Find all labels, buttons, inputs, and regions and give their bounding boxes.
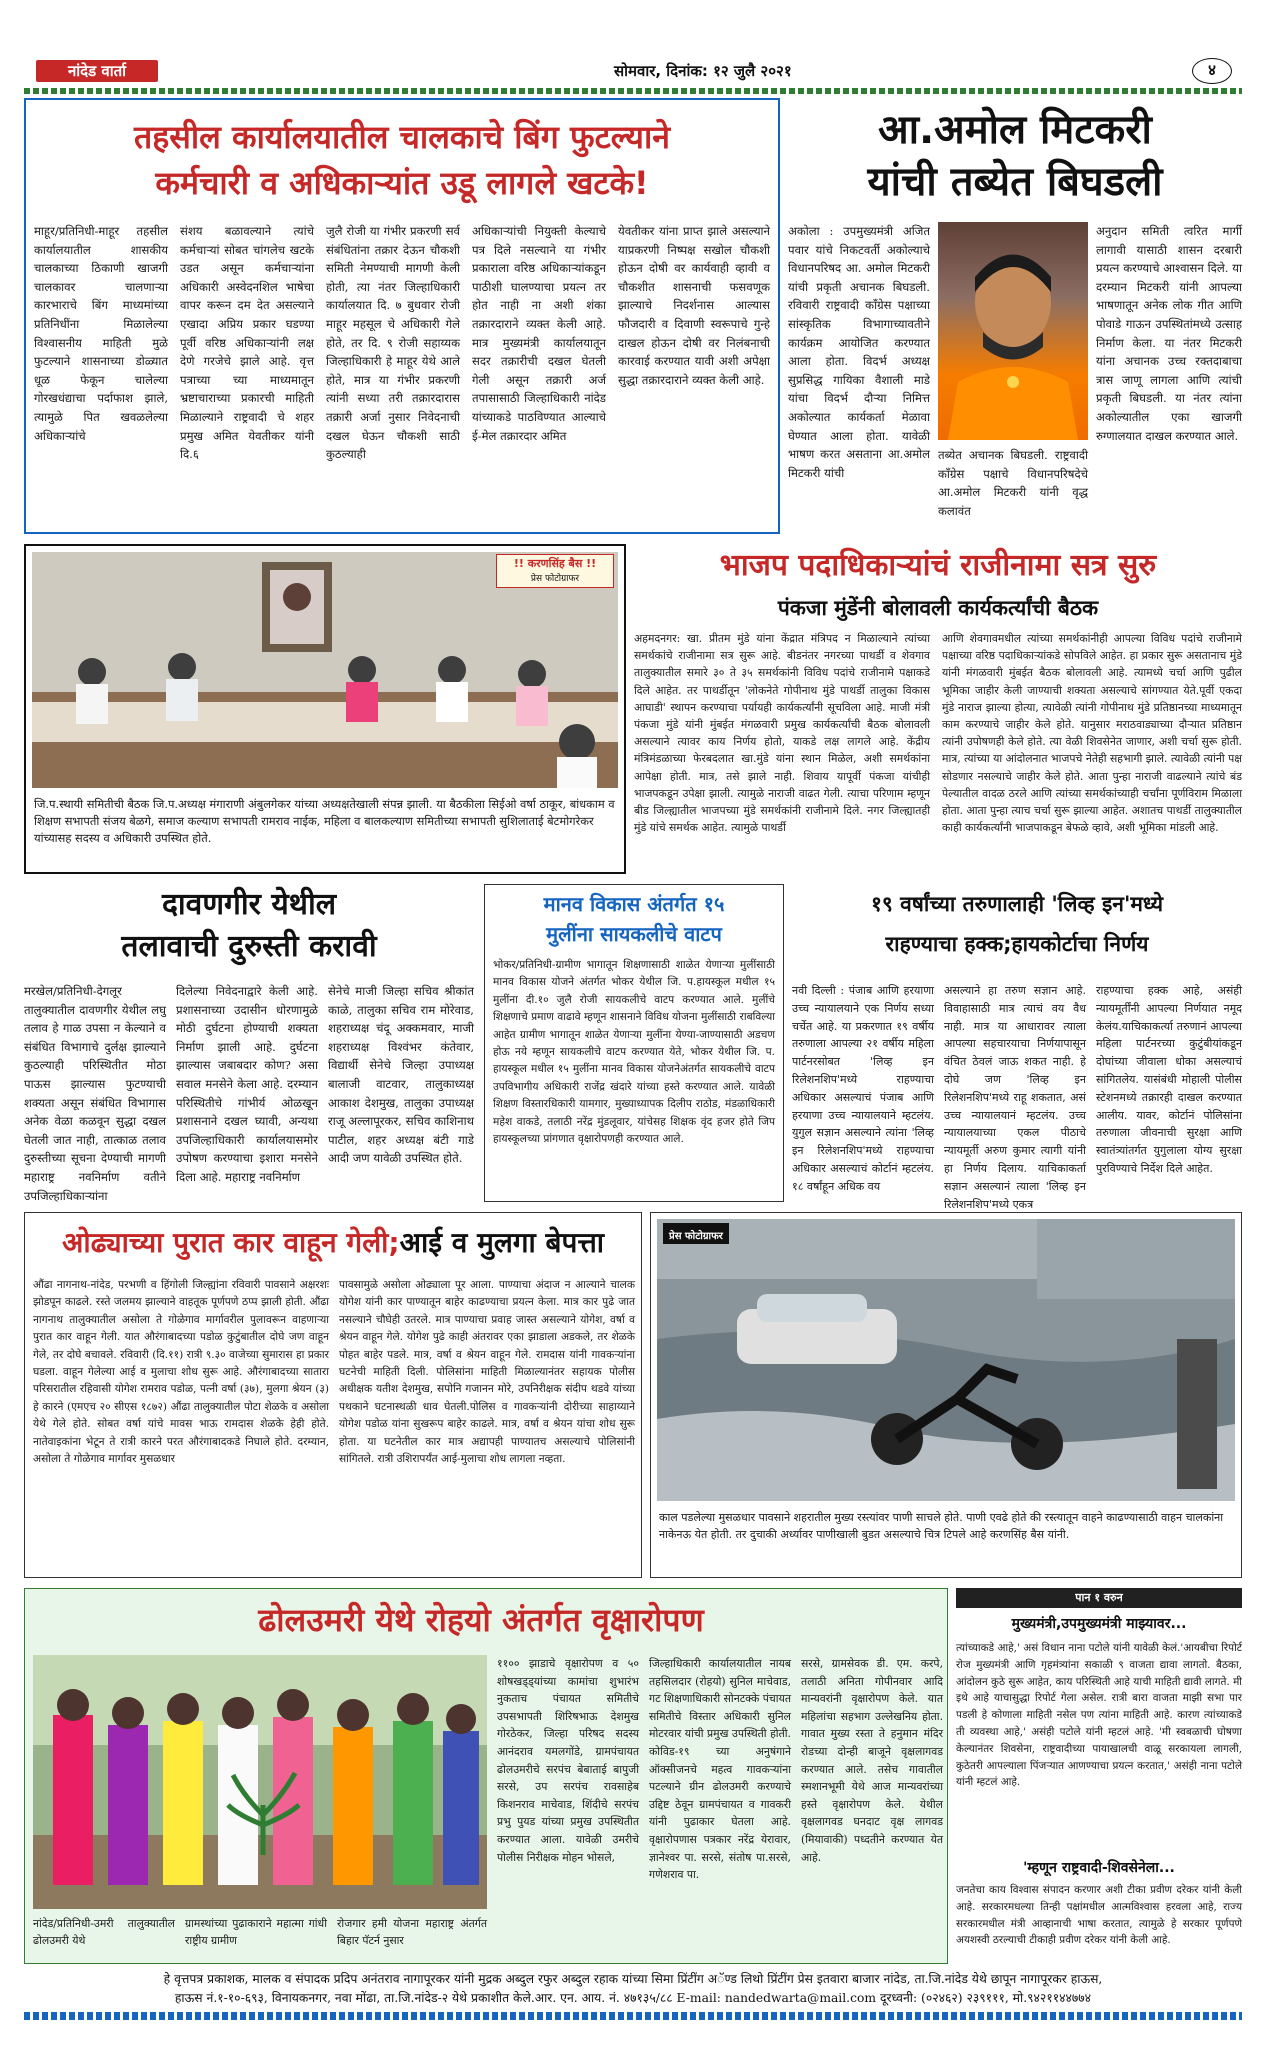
- story-tahsil: [24, 98, 780, 534]
- story-cm-body-2: जनतेचा काय विश्वास संपादन करणार अशी टीका प्रवीण दरेकर यांनी केली आहे. सरकारमधल्या तिन्ही पक्षांमधील आत्मविश्वास हरवला आहे, राज्य सरकारमधील मंत्री आव्हानाची भाषा करतात, त्यामुळे हे सरकार पूर्णपणे अयशस्वी ठरल्याची टीकाही प्रवीण दरेकर यांनी केली आहे.: [956, 1884, 1242, 1947]
- story-dholumri-col-1c: रोजगार हमी योजना महाराष्ट्र अंतर्गत बिहार पॅटर्न नुसार: [337, 1917, 487, 1947]
- story-cm-body: त्यांच्याकडे आहे,' असं विधान नाना पटोले यांनी यावेळी केलं.'आयबीचा रिपोर्ट रोज मुख्यमंत्री आणि गृहमंत्र्यांना सकाळी ९ वाजता द्यावा लागतो. बैठका, आंदोलन कुठे सुरू आहेत, काय परिस्थिती आहे याची माहिती द्यावी लागते. मी इथे आहे याचासुद्धा रिपोर्ट गेला असेल. रात्री बारा वाजता माझी सभा पार पडली हे कोणाला माहिती नसेल पण त्यांना माहिती आहे. कारण त्यांच्याकडे ती व्यवस्था आहे,' असंही पटोले यांनी म्हटलं आहे. 'मी स्वबळाची घोषणा केल्यानंतर शिवसेना, राष्ट्रवादीच्या पायाखालची वाळू सरकायला लागली, कुठेतरी आपल्याला पिंजऱ्यात आणण्याचा प्रयत्न करतात,' असंही नाना पटोले यांनी म्हटलं आहे.: [956, 1642, 1242, 1789]
- headline-line: कर्मचारी व अधिकाऱ्यांत उडू लागले खटके!: [155, 164, 649, 202]
- story-davangir-col-2: दिलेल्या निवेदनाद्वारे केली आहे. प्रशासनाच्या उदासीन धोरणामुळे मोठी दुर्घटना होण्याची शक्यता निर्माण झाली आहे. दुर्घटना झाल्यास जबाबदार कोण? असा सवाल मनसेने केला आहे. दरम्यान परिस्थितीचे गांभीर्य ओळखून प्रशासनाने दखल घ्यावी, अन्यथा उपजिल्हाधिकारी कार्यालयासमोर उपोषण करण्याचा इशारा मनसेने दिला आहे. महाराष्ट्र नवनिर्माण: [176, 984, 318, 1184]
- headline-line: राहण्याचा हक्क;हायकोर्टाचा निर्णय: [885, 932, 1149, 956]
- plantation-illustration: [33, 1655, 487, 1909]
- story-flood-headline: [31, 1219, 635, 1267]
- story-dholumri-col-1b: ग्रामस्थांच्या पुढाकाराने महात्मा गांधी राष्ट्रीय ग्रामीण: [185, 1917, 327, 1947]
- story-dholumri-col-1: नांदेड/प्रतिनिधी-उमरी तालुक्यातील ढोलउमरी येथे: [33, 1917, 175, 1947]
- flood-photo-caption: काल पडलेल्या मुसळधार पावसाने शहरातील मुख्य रस्त्यांवर पाणी साचले होते. पाणी एवढे होते की रस्त्यातून वाहने काढण्यासाठी वाहन चालकांना नाकेनऊ येत होती. तर दुचाकी अर्ध्यावर पाणीखाली बुडत असल्याचे चित्र टिपले आहे करणसिंह बैस यांनी.: [659, 1511, 1224, 1541]
- story-live-in-col-2: असल्याने हा तरुण सज्ञान आहे. विवाहासाठी मात्र त्याचं वय वैध नाही. मात्र या आधारावर त्याला आपल्या सहचारयाचा निर्णयापासून वंचित ठेवलं जाऊ शकत नाही. हे दोघे जण 'लिव्ह इन रिलेशनशिप'मध्ये राहू शकतात, असं उच्च न्यायालयानं म्हटलंय. उच्च न्यायालयाच्या एकल पीठाचे न्यायमूर्ती अरुण कुमार त्यागी यांनी हा निर्णय दिलाय. याचिकाकर्ता सज्ञान असल्यानं त्याला 'लिव्ह इन रिलेशनशिप'मध्ये एकत्र: [944, 984, 1086, 1211]
- footer-rule: [24, 2012, 1242, 2020]
- photo-credit-badge: [663, 1223, 729, 1244]
- continued-tag: पान १ वरुन: [956, 1588, 1242, 1608]
- mitkari-portrait-photo: [938, 222, 1088, 440]
- story-dholumri-col-2: ११०० झाडाचे वृक्षारोपण व ५० शोषखड्ड्यांच्या कामांचा शुभारंभ नुकताच पंचायत समितीचे उपसभापती शिरिषभाऊ देशमुख गोरठेकर, जिल्हा परिषद सदस्य आनंदराव यमलगोंडे, ग्रामपंचायत ढोलउमरीचे सरपंच बेबाताई बापुजी सरसे, उप सरपंच रावसाहेब किशनराव माचेवाड, शिंदीचे सरपंच प्रभु पुयड यांच्या प्रमुख उपस्थितीत करण्यात आला. यावेळी उमरीचे पोलीस निरीक्षक मोहन भोसले,: [497, 1657, 639, 1864]
- masthead-rule: [24, 88, 1242, 94]
- story-tahsil-col-5: येवतीकर यांना प्राप्त झाले असल्याने याप्रकरणी निष्पक्ष सखोल चौकशी होऊन दोषी वर कार्यवाही व्हावी व चौकशीत शासनाची फसवणूक झाल्याचे निदर्शनास आल्यास फौजदारी व दिवाणी स्वरूपाचे गुन्हे दाखल होऊन दोषी वर निलंबनाची कारवाई करण्यात यावी अशी अपेक्षा सुद्धा तक्रारदाराने व्यक्त केली आहे.: [618, 224, 770, 387]
- headline-line: मुलींना सायकलीचे वाटप: [546, 922, 722, 946]
- portrait-illustration: [938, 222, 1088, 440]
- photographer-stamp: [496, 554, 614, 588]
- story-bjp-subheadline: पंकजा मुंडेंनी बोलावली कार्यकर्त्यांची बैठक: [777, 596, 1099, 620]
- story-davangir-headline: [24, 884, 474, 968]
- story-davangir-col-3: सेनेचे माजी जिल्हा सचिव श्रीकांत काळे, तालुका सचिव राम मोरेवाड, शहराध्यक्ष चंदू अक्कमवार, माजी शहराध्यक्ष विश्वंभर कंतेवार, विद्यार्थी सेनेचे जिल्हा उपाध्यक्ष बालाजी वाटवार, तालुकाध्यक्ष आकाश देशमुख, तालुका उपाध्यक्ष राजू अल्लापूरकर, सचिव काशिनाथ पाटील, शहर अध्यक्ष बंटी गाडे आदी जण यावेळी उपस्थित होते.: [328, 984, 474, 1166]
- headline-part: आई व मुलगा बेपत्ता: [399, 1226, 605, 1259]
- story-dholumri-col-3: जिल्हाधिकारी कार्यालयातील नायब तहसिलदार (रोहयो) सुनिल माचेवाड, गट शिक्षणाधिकारी सोनटक्के पंचायत समितीचे विस्तार अधिकारी सुनिल मोटरवार यांची प्रमुख उपस्थिती होती. कोविड-१९ च्या अनुषंगाने ऑक्सीजनचे महत्व गावकऱ्यांना पटल्याने ग्रीन ढोलउमरी करण्याचे उद्दिष्ट ठेवून ग्रामपंचायत व गावकरी यांनी पुढाकार घेतला आहे. वृक्षारोपणास पत्रकार नरेंद्र येरावार, ज्ञानेश्वर पा. सरसे, संतोष पा.सरसे, गणेशराव पा.: [649, 1657, 791, 1882]
- page-number: ४: [1192, 58, 1232, 84]
- story-mitkari-headline: [788, 104, 1242, 208]
- story-mitkari-col-3: अनुदान समिती त्वरित मार्गी लागावी यासाठी शासन दरबारी प्रयत्न करण्याचे आश्वासन दिले. या दरम्यान मिटकरी यांनी आपल्या भाषणातून अनेक लोक गीत आणि पोवाडे गाऊन उपस्थितांमध्ये उत्साह निर्माण केला. या नंतर मिटकरी यांना अचानक उच्च रक्तदाबाचा त्रास जाणू लागला आणि त्यांची प्रकृती बिघडली. या नंतर त्यांना अकोल्यातील एका खाजगी रुग्णालयात दाखल करण्यात आले.: [1096, 224, 1242, 443]
- story-mitkari: [788, 98, 1242, 534]
- headline-line: आ.अमोल मिटकरी: [878, 107, 1152, 153]
- story-mitkari-col-1: अकोला : उपमुख्यमंत्री अजित पवार यांचे निकटवर्ती अकोल्याचे विधानपरिषद आ. अमोल मिटकरी यांची प्रकृती अचानक बिघडली. रविवारी राष्ट्रवादी कॉंग्रेस पक्षाच्या सांस्कृतिक विभागाच्यावतीने कार्यक्रम आयोजित करण्यात आला होता. विदर्भ अध्यक्ष सुप्रसिद्ध गायिका वैशाली माडे यांचा विदर्भ दौऱ्या निमित्त अकोल्यात कार्यकर्ता मेळावा घेण्यात आला होता. यावेळी भाषण करत असताना आ.अमोल मिटकरी यांची: [788, 224, 930, 480]
- headline-line: तहसील कार्यालयातील चालकाचे बिंग फुटल्याने: [134, 118, 670, 156]
- story-bjp-col-2: आणि शेवगावमधील त्यांच्या समर्थकांनीही आपल्या विविध पदांचे राजीनामे पक्षाच्या वरिष्ठ पदाधिकाऱ्यांकडे सोपविले आहेत. हा प्रकार सुरू असतानाच मुंडे यांनी मंगळवारी मुंबईत बैठक बोलावली आहे. त्यामध्ये चर्चा आणि पुढील भूमिका जाहीर केली जाण्याची शक्यता असल्याचे सांगण्यात येते.पूर्वी एकदा मुंडे नाराज झाल्या होत्या, त्यावेळी त्यांनी गोपीनाथ मुंडे प्रतिष्ठानच्या माध्यमातून काम करण्याचे जाहीर केले होते. यानुसार मराठवाड्याच्या दौऱ्यात प्रतिष्ठान त्यांनी उपोषणही केले होते. त्या वेळी शिवसेनेत जाणार, अशी चर्चा सुरू होती. मात्र, त्यांच्या या आंदोलनात भाजपचे नेतेही सहभागी झाले. त्यावेळी त्यांनी पक्ष सोडणार नसल्याचे जाहीर केले होते. आता पुन्हा नाराजी वाढल्याने त्यांचे बंड पेल्यातील वादळ ठरले आणि त्यांच्या समर्थकांच्याही चर्चांना पूर्णविराम मिळाला होता. आता पुन्हा त्याच चर्चा सुरू झाल्या आहेत. अशातच पाथर्डी तालुक्यातील काही कार्यकर्त्यांनी भाजपाकडून बेफळे व्हावे, अशी भूमिका मांडली आहे.: [942, 632, 1242, 835]
- story-live-in-col-3: राहण्याचा हक्क आहे, असंही न्यायमूर्तींनी आपल्या निर्णयात नमूद केलंय.याचिकाकर्त्या तरुणानं आपल्या महिला पार्टनरच्या कुटुंबीयांकडून दोघांच्या जीवाला धोका असल्याचं सांगितलेय. यासंबंधी मोहाली पोलीस स्टेशनमध्ये तक्रारही दाखल करण्यात आलीय. यावर, कोर्टानं पोलिसांना तरुणाला जीवनाची सुरक्षा आणि स्वातंत्र्यांतर्गत युगुलाला योग्य सुरक्षा पुरविण्याचे निर्देश दिले आहेत.: [1096, 984, 1242, 1175]
- imprint-line: हाऊस नं.१-१०-६९३, विनायकनगर, नवा मोंढा, ता.जि.नांदेड-२ येथे प्रकाशीत केले.आर. एन. आय. नं. ४७१३५/८८ E-mail: nandedwarta@mail.com दूरध्वनी: (०२४६२) २३९१११, मो.९४२११४४७७४: [174, 1990, 1092, 2005]
- story-flood-photo: [650, 1212, 1242, 1578]
- headline-part: ओढ्याच्या पुरात कार वाहून गेली;: [61, 1226, 400, 1259]
- photographer-title: प्रेस फोटोग्राफर: [530, 574, 580, 584]
- story-dholumri-col-4: सरसे, ग्रामसेवक डी. एम. करपे, तलाठी अनिता गोपीनवार आदि मान्यवरांनी वृक्षारोपण केले. यात महिलांचा सहभाग उल्लेखनिय होता. गावात मुख्य रस्ता ते हनुमान मंदिर रोडच्या दोन्ही बाजूने वृक्षलागवड करण्यात आले. तसेच गावातील स्मशानभूमी येथे आज मान्यवरांच्या हस्ते वृक्षारोपण केले. येथील वृक्षलागवड घनदाट वृक्ष लागवड (मियावाकी) पध्दतीने करण्यात येत आहे.: [801, 1657, 943, 1864]
- headline-line: मानव विकास अंतर्गत १५: [543, 892, 725, 916]
- photo-credit: प्रेस फोटोग्राफर: [669, 1231, 723, 1242]
- story-cm-headline-2: 'म्हणून राष्ट्रवादी-शिवसेनेला...: [1023, 1860, 1175, 1876]
- headline-line: १९ वर्षांच्या तरुणालाही 'लिव्ह इन'मध्ये: [870, 892, 1164, 916]
- story-bjp: [634, 544, 1242, 874]
- story-flood-col-1: औंढा नागनाथ-नांदेड, परभणी व हिंगोली जिल्ह्यांना रविवारी पावसाने अक्षरशः झोडपून काढले. रस्ते जलमय झाल्याने वाहतूक पूर्णपणे ठप्प झाली होती. औंढा नागनाथ तालुक्यातील असोला ते गोळेगाव मार्गावरील पुलावरून वाहणाऱ्या पुरात कार वाहून गेली. यात औरंगाबादच्या पडोळ कुटुंबातील दोघे जण वाहून गेले, तर दोघे बचावले. रविवारी (दि.११) रात्री ९.३० वाजेच्या सुमारास हा प्रकार घडला. वाहून गेलेल्या आई व मुलाचा शोध सुरू आहे. औरंगाबादच्या सातारा परिसरातील रहिवासी योगेश रामराव पडोळ, पत्नी वर्षा (३७), मुलगा श्रेयन (३) हे कारने (एमएच २० सीएस १८७२) औंढा तालुक्यातील पोटा शेळके व असोला येथे गेले होते. सोबत वर्षा यांचे मावस भाऊ रामदास शेळके हेही होते. नातेवाइकांना भेटून ते रात्री कारने परत औरंगाबादकडे निघाले होते. दरम्यान, असोला ते गोळेगाव मार्गावर मुसळधार: [33, 1279, 329, 1466]
- story-tahsil-col-1: माहूर/प्रतिनिधी-माहूर तहसील कार्यालयातील शासकीय चालकाच्या ठिकाणी खाजगी चालकावर चालणाऱ्या कारभाराचे बिंग माध्यमांच्या प्रतिनिधींना मिळालेल्या विश्वासनीय माहिती मुळे फुटल्याने शासनाच्या डोळ्यात धूळ फेकून चालेल्या गोरखधंद्याचा पर्दाफाश झाले, त्यामुळे पित खवळलेल्या अधिकाऱ्यांचे: [34, 224, 168, 443]
- story-dholumri-headline: ढोलउमरी येथे रोहयो अंतर्गत वृक्षारोपण: [258, 1601, 704, 1639]
- story-dholumri: [24, 1588, 948, 1964]
- story-flood: [24, 1212, 642, 1578]
- story-tahsil-col-4: अधिकाऱ्यांची नियुक्ती केल्याचे पत्र दिले नसल्याने या गंभीर प्रकाराला वरिष्ठ अधिकाऱ्यांकडून पाठीशी घालण्याचा प्रयत्न तर होत नाही ना अशी शंका तक्रारदाराने व्यक्त केली आहे. मात्र मुख्यमंत्री कार्यालयातून सदर तक्रारीची दखल घेतली गेली असून तक्रारी अर्ज तपासासाठी जिल्हाधिकारी नांदेड यांच्याकडे पाठविण्यात आल्याचे ई-मेल तक्रारदार अमित: [472, 224, 606, 443]
- headline-line: दावणगीर येथील: [161, 887, 337, 922]
- story-live-in-headline: [792, 884, 1242, 964]
- story-bjp-col-1: अहमदनगर: खा. प्रीतम मुंडे यांना केंद्रात मंत्रिपद न मिळाल्याने त्यांच्या समर्थकांचे राजीनामा सत्र सुरू आहे. बीडनंतर नगरच्या पाथर्डी व शेवगाव तालुक्यातील समारे ३० ते ३५ समर्थकांनी विविध पदांचे राजीनामे पक्षाकडे दिले आहेत. तर पाथर्डीतून 'लोकनेते गोपीनाथ मुंडे पाथर्डी तालुका विकास आघाडी' स्थापन करण्याचा पर्यायही कार्यकर्त्यांनी सूचविला आहे. माजी मंत्री पंकजा मुंडे यांनी मुंबईत मंगळवारी प्रमुख कार्यकर्त्यांची बैठक बोलावली असल्याने त्यावर काय निर्णय होतो, याकडे लक्ष लागले आहे. केंद्रीय मंत्रिमंडळाच्या फेरबदलात खा.मुंडे यांना स्थान मिळेल, अशी समर्थकांना आपेक्षा होती. मात्र, तसे झाले नाही. शिवाय यापूर्वी पंकजा यांचीही भाजपकडून उपेक्षा झाली. त्यामुळे नाराजी वाढत गेली. त्याचा परिणाम म्हणून बीड जिल्ह्यातील भाजपच्या मुंडे समर्थकांनी राजीनामे दिले. नगर जिल्ह्यातही मुंडे यांचे समर्थक आहेत. त्यामुळे पाथर्डी: [634, 632, 930, 835]
- story-mitkari-col-2: तब्येत अचानक बिघडली. राष्ट्रवादी कॉंग्रेस पक्षाचे विधानपरिषदेचे आ.अमोल मिटकरी यांनी वृद्ध कलावंत: [938, 448, 1088, 518]
- story-flood-col-2: पावसामुळे असोला ओढ्याला पूर आला. पाण्याचा अंदाज न आल्याने चालक योगेश यांनी कार पाण्यातून बाहेर काढण्याचा प्रयत्न केला. मात्र कार पुढे जात नसल्याने चौघेही उतरले. मात्र पाण्याचा प्रवाह जास्त असल्याने योगेश, वर्षा व श्रेयन वाहून गेले. योगेश पुढे काही अंतरावर एका झाडाला अडकले, तर शेळके पोहत बाहेर पडले. मात्र, वर्षा व श्रेयन वाहून गेले. रामदास यांनी गावकऱ्यांना घटनेची माहिती दिली. पोलिसांना माहिती मिळाल्यानंतर सहायक पोलीस अधीक्षक यतीश देशमुख, सपोनि गजानन मोरे, उपनिरीक्षक संदीप थडवे यांच्या पथकाने घटनास्थळी धाव घेतली.पोलिस व गावकऱ्यांनी दोरीच्या साहाय्याने योगेश पडोळ यांना सुखरूप बाहेर काढले. मात्र, वर्षा व श्रेयन यांचा शोध सुरू होता. या घटनेतील कार मात्र अद्यापही पाण्यातच असल्याचे पोलिसांनी सांगितले. रात्री उशिरापर्यंत आई-मुलाचा शोध लागला नव्हता.: [339, 1279, 635, 1466]
- story-tahsil-headline: [34, 114, 770, 206]
- story-live-in-col-1: नवी दिल्ली : पंजाब आणि हरयाणा उच्च न्यायालयाने एक निर्णय सध्या चर्चेत आहे. या प्रकरणात १९ वर्षीय तरुणाला आपल्या २१ वर्षीय महिला पार्टनरसोबत 'लिव्ह इन रिलेशनशिप'मध्ये राहण्याचा अधिकार असल्याचं पंजाब आणि हरयाणा उच्च न्यायालयाने म्हटलंय. युगुल सज्ञान असल्याने त्यांना 'लिव्ह इन रिलेशनशिप'मध्ये राहण्याचा अधिकार असल्याचं कोर्टानं म्हटलंय. १८ वर्षांहून अधिक वय: [792, 984, 934, 1193]
- zp-photo-caption: जि.प.स्थायी समितीची बैठक जि.प.अध्यक्ष मंगाराणी अंबुलगेकर यांच्या अध्यक्षतेखाली संपन्न झाली. या बैठकीला सिईओ वर्षा ठाकूर, बांधकाम व शिक्षण सभापती संजय बेळगे, समाज कल्याण सभापती रामराव नाईक, महिला व बालकल्याण समितीच्या सभापती सुशिलाताई बेटमोगरेकर यांच्यासह सदस्य व अधिकारी उपस्थित होते.: [34, 797, 615, 845]
- story-manav-body: भोकर/प्रतिनिधी-ग्रामीण भागातून शिक्षणासाठी शाळेत येणाऱ्या मुलींसाठी मानव विकास योजने अंतर्गत भोकर येथील जि. प.हायस्कूल मधील १५ मुलींना दी.१० जुलै रोजी सायकलीचे वाटप करण्यात आले. मुलींचे शिक्षणाचे प्रमाण वाढावे म्हणून शासनाने विविध योजना मुलींसाठी राबविल्या आहेत ग्रामीण भागातून शाळेत येणाऱ्या मुलींना येण्या-जाण्यासाठी अडचण होऊ नये म्हणून सायकलीचे वाटप करण्यात येते, भोकर येथील जि. प. हायस्कूल मधील १५ मुलींना मानव विकास योजनेअंतर्गत सायकलीचे वाटप उपविभागीय अधिकारी राजेंद्र खंदारे यांच्या हस्ते करण्यात आले. यावेळी शिक्षण विस्तारधिकारी यामगार, मुख्याध्यापक दिलीप राठोड, मंडळाधिकारी महेश वाकडे, तलाठी नरेंद्र मुंडलूवार, यांचेसह शिक्षक वृंद हजर होते जिप हायस्कूलच्या प्रांगणात वृक्षारोपणही करण्यात आले.: [493, 959, 775, 1146]
- story-zp-photo: [24, 544, 626, 874]
- headline-line: तलावाची दुरुस्ती करावी: [121, 929, 377, 964]
- story-tahsil-col-2: संशय बळावल्याने त्यांचे कर्मचाऱ्यां सोबत चांगलेच खटके उडत असून कर्मचाऱ्यांना अधिकारी अस्वेदनशिल भाषेचा वापर करून दम देत असल्याने एखादा अप्रिय प्रकार घडण्या पूर्वी वरिष्ठ अधिकाऱ्यांनी लक्ष देणे गरजेचे झाले आहे. वृत्त पत्राच्या च्या माध्यमातून भ्रष्टाचाराच्या प्रकारची माहिती मिळाल्याने राष्ट्रवादी चे शहर प्रमुख अमित येवतीकर यांनी दि.६: [180, 224, 314, 462]
- story-cm-headline: मुख्यमंत्री,उपमुख्यमंत्री माझ्यावर...: [1011, 1616, 1187, 1632]
- story-manav-headline: [489, 889, 779, 949]
- story-live-in: [792, 884, 1242, 1211]
- imprint-line: हे वृत्तपत्र प्रकाशक, मालक व संपादक प्रदिप अनंतराव नागापूरकर यांनी मुद्रक अब्दुल रफुर अब्दुल रहाक यांच्या सिमा प्रिंटींग अॅण्ड लिथो प्रिंटींग प्रेस इतवारा बाजार नांदेड, ता.जि.नांदेड येथे छापून नागापूरकर हाऊस,: [163, 1972, 1103, 1986]
- story-davangir: [24, 884, 474, 1202]
- flood-illustration: [657, 1219, 1235, 1501]
- newspaper-logo: नांदेड वार्ता: [36, 60, 158, 82]
- masthead: [24, 58, 1242, 84]
- headline-line: यांची तब्येत बिघडली: [867, 159, 1163, 205]
- flood-street-photo: [657, 1219, 1235, 1501]
- story-davangir-col-1: मरखेल/प्रतिनिधी-देगलूर तालुक्यातील दावणगीर येथील लघु तलाव हे गाळ उपसा न केल्याने व संबंधित विभागाचे दुर्लक्ष झाल्याने कुठल्याही परिस्थितीत मोठा पाऊस झाल्यास फुटण्याची शक्यता असून संबंधित विभागास अनेक वेळा कळवून सुद्धा दखल घेतली जात नाही, तात्काळ तलाव दुरुस्तीच्या सूचना देण्याची मागणी महाराष्ट्र नवनिर्माण वतीने उपजिल्हाधिकाऱ्यांना: [24, 984, 166, 1203]
- issue-date: सोमवार, दिनांक: १२ जुलै २०२१: [614, 62, 792, 80]
- photographer-name: !! करणसिंह बैस !!: [513, 557, 597, 570]
- story-tahsil-col-3: जुलै रोजी या गंभीर प्रकरणी सर्व संबंधितांना तक्रार देऊन चौकशी समिती नेमण्याची मागणी केली होती, त्या नंतर जिल्हाधिकारी कार्यालयात दि. ७ बुधवार रोजी माहूर महसूल चे अधिकारी गेले होते, तर दि. ९ रोजी सहाय्यक जिल्हाधिकारी हे माहूर येथे आले होते, मात्र या गंभीर प्रकरणी त्यांनी सध्या तरी तक्रारदारास तक्रारी अर्जा नुसार निवेदनाची दखल घेऊन चौकशी साठी कुठल्याही: [326, 224, 460, 462]
- plantation-photo: [33, 1655, 487, 1909]
- story-bjp-headline: भाजप पदाधिकाऱ्यांचं राजीनामा सत्र सुरु: [719, 548, 1157, 583]
- story-manav: [484, 884, 784, 1202]
- imprint-footer: [24, 1970, 1242, 2007]
- story-cm: [956, 1588, 1242, 1964]
